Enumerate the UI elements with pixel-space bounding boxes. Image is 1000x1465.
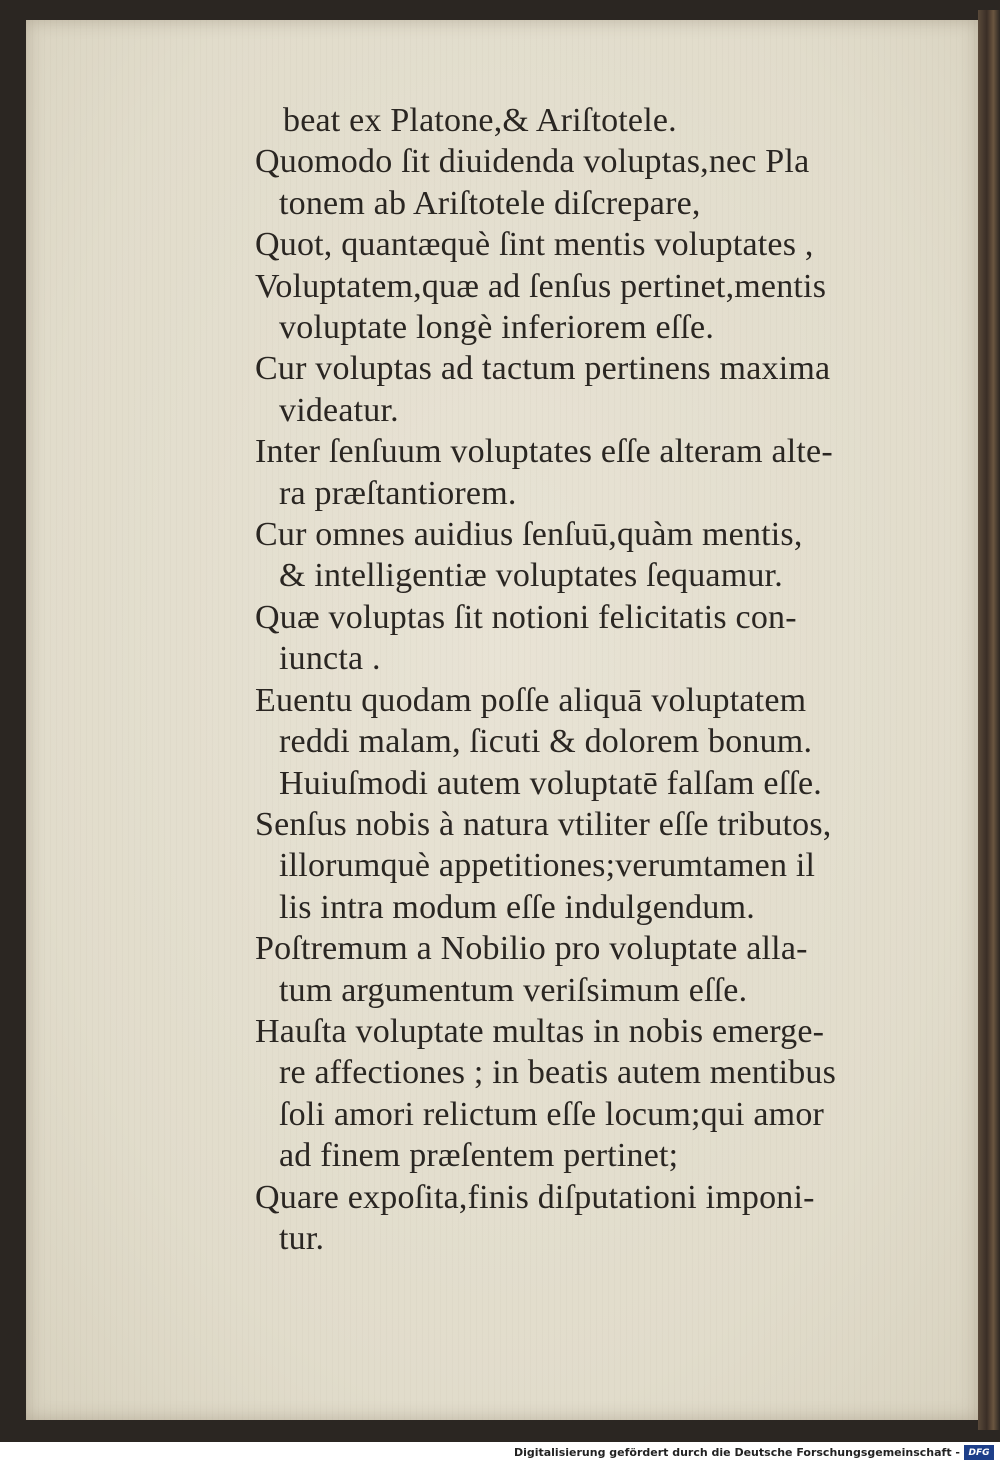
entry-line: illorumquè appetitiones;verumtamen il	[279, 847, 816, 885]
entry-line: re affectiones ; in beatis autem mentibus	[279, 1054, 837, 1092]
entry-line: ad finem præſentem pertinet;	[279, 1137, 679, 1175]
index-entry	[255, 804, 935, 928]
index-entry	[255, 431, 935, 514]
entry-line: tonem ab Ariſtotele diſcrepare,	[279, 184, 701, 222]
entry-line: Inter ſenſuum voluptates eſſe alteram alte-	[255, 433, 833, 471]
index-entry	[255, 141, 935, 224]
entry-line: Cur voluptas ad tactum pertinens maxima	[255, 350, 831, 388]
index-entry	[255, 928, 935, 1011]
entry-line: Senſus nobis à natura vtiliter eſſe tributos,	[255, 805, 832, 843]
entry-line: Poſtremum a Nobilio pro voluptate alla-	[255, 930, 808, 968]
index-entry	[255, 680, 935, 804]
index-text-block	[255, 100, 935, 1259]
index-entry	[255, 348, 935, 431]
index-entry	[255, 100, 935, 141]
index-entry	[255, 597, 935, 680]
entry-line: Quomodo ſit diuidenda voluptas,nec Pla	[255, 143, 810, 181]
entry-line: Hauſta voluptate multas in nobis emerge-	[255, 1012, 825, 1050]
entry-line: Euentu quodam poſſe aliquā voluptatem	[255, 681, 807, 719]
entry-line: voluptate longè inferiorem eſſe.	[279, 309, 715, 347]
index-entry	[255, 1011, 935, 1177]
entry-line: beat ex Platone,& Ariſtotele.	[283, 102, 677, 139]
entry-line: Quot, quantæquè ſint mentis voluptates ,	[255, 226, 814, 264]
entry-line: ra præſtantiorem.	[279, 474, 517, 512]
index-entry	[255, 514, 935, 597]
entry-line: tur.	[279, 1219, 325, 1257]
index-entry	[255, 266, 935, 349]
book-edge	[978, 10, 1000, 1430]
entry-line: Cur omnes auidius ſenſuū,quàm mentis,	[255, 516, 803, 554]
entry-line: Voluptatem,quæ ad ſenſus pertinet,mentis	[255, 267, 827, 305]
entry-line: iuncta .	[279, 640, 381, 678]
index-entry	[255, 224, 935, 265]
entry-line: Huiuſmodi autem voluptatē falſam eſſe.	[279, 764, 822, 802]
dfg-logo-icon: DFG	[964, 1445, 994, 1460]
footer-bar	[0, 1442, 1000, 1465]
entry-line: reddi malam, ſicuti & dolorem bonum.	[279, 723, 813, 761]
entry-line: Quæ voluptas ſit notioni felicitatis con-	[255, 598, 797, 636]
entry-line: videatur.	[279, 391, 399, 429]
entry-line: lis intra modum eſſe indulgendum.	[279, 888, 755, 926]
footer-credit: Digitalisierung gefördert durch die Deutsche Forschungsgemeinschaft -	[513, 1446, 960, 1459]
index-entry	[255, 1177, 935, 1260]
entry-line: tum argumentum veriſsimum eſſe.	[279, 971, 748, 1009]
entry-line: & intelligentiæ voluptates ſequamur.	[279, 557, 783, 595]
entry-line: Quare expoſita,finis diſputationi imponi-	[255, 1178, 815, 1216]
entry-line: ſoli amori relictum eſſe locum;qui amor	[279, 1095, 825, 1133]
